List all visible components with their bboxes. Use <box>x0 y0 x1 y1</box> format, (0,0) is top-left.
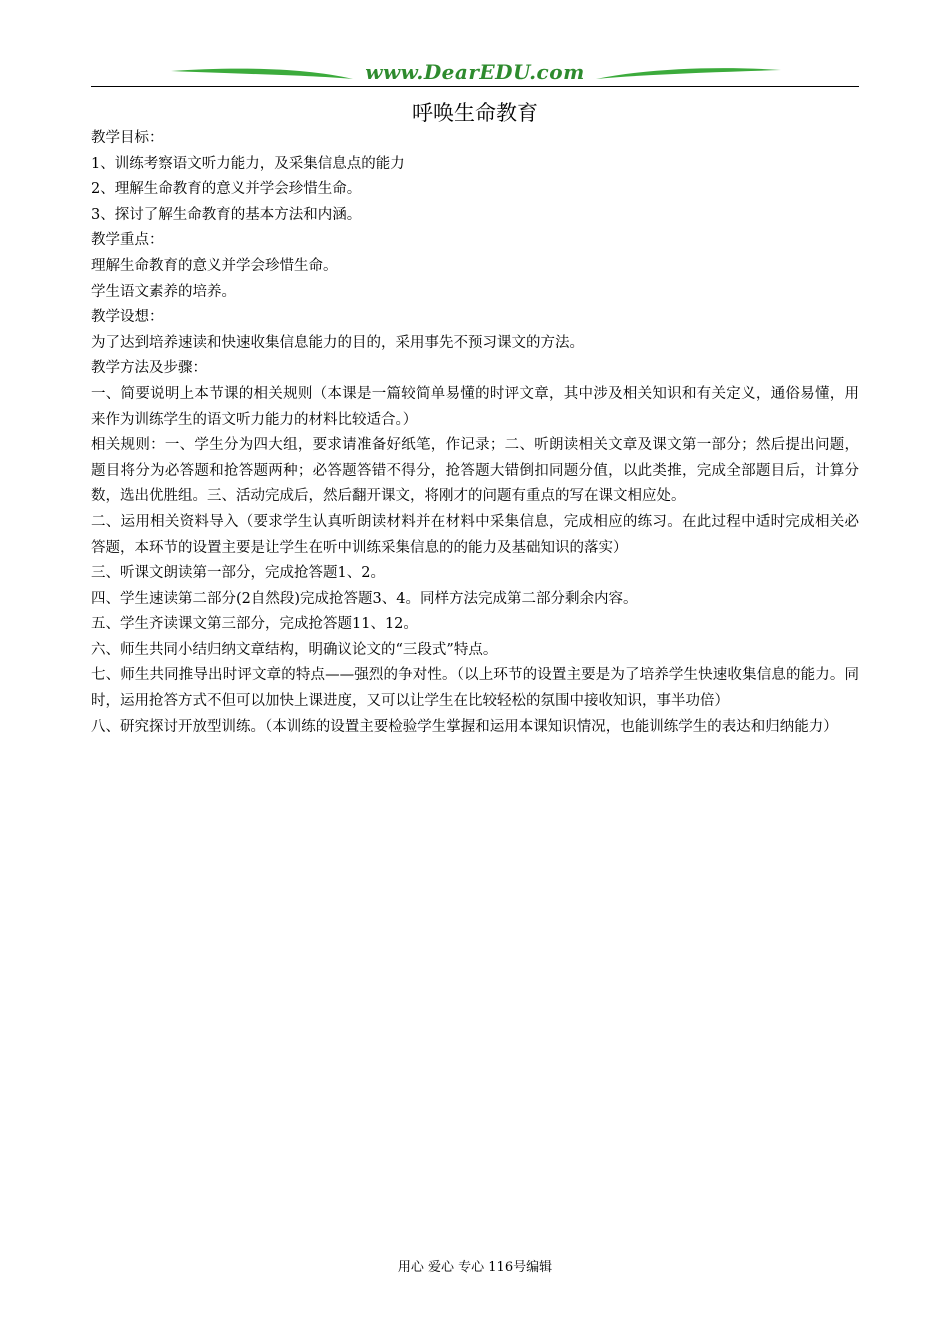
paragraph: 为了达到培养速读和快速收集信息能力的目的，采用事先不预习课文的方法。 <box>91 334 584 351</box>
paragraph: 七、师生共同推导出时评文章的特点——强烈的争对性。（以上环节的设置主要是为了培养学生快速收集信息的能力。同时，运用抢答方式不但可以加快上课进度，又可以让学生在比较轻松的氛围中接收知识，事半功倍） <box>91 667 859 710</box>
paragraph: 教学设想： <box>91 309 164 326</box>
paragraph: 教学方法及步骤： <box>91 360 207 377</box>
header-divider <box>91 86 859 87</box>
header-banner <box>91 58 859 88</box>
paragraph: 1、训练考察语文听力能力，及采集信息点的能力 <box>91 155 405 172</box>
page-title: 呼唤生命教育 <box>412 101 538 125</box>
paragraph: 教学重点： <box>91 232 164 249</box>
paragraph: 3、探讨了解生命教育的基本方法和内涵。 <box>91 206 362 223</box>
paragraph: 四、学生速读第二部分(2自然段)完成抢答题3、4。同样方法完成第二部分剩余内容。 <box>91 590 638 607</box>
paragraph: 相关规则：一、学生分为四大组，要求请准备好纸笔，作记录；二、听朗读相关文章及课文第一部分；然后提出问题，题目将分为必答题和抢答题两种；必答题答错不得分，抢答题大错倒扣同题分值，以此类推，完成全部题目后，计算分数，选出优胜组。三、活动完成后，然后翻开课文，将刚才的问题有重点的写在课文相应处。 <box>91 437 859 505</box>
site-logo-text: www.DearEDU.com <box>365 60 585 84</box>
paragraph: 教学目标： <box>91 130 164 146</box>
paragraph: 五、学生齐读课文第三部分，完成抢答题11、12。 <box>91 616 418 633</box>
paragraph: 二、运用相关资料导入（要求学生认真听朗读材料并在材料中采集信息，完成相应的练习。在此过程中适时完成相关必答题，本环节的设置主要是让学生在听中训练采集信息的的能力及基础知识的落实） <box>91 513 859 556</box>
paragraph: 理解生命教育的意义并学会珍惜生命。 <box>91 257 338 274</box>
document-body <box>91 126 859 740</box>
paragraph: 学生语文素养的培养。 <box>91 283 236 300</box>
paragraph: 三、听课文朗读第一部分，完成抢答题1、2。 <box>91 565 385 582</box>
page-footer: 用心 爱心 专心 116号编辑 <box>397 1260 553 1275</box>
paragraph: 八、研究探讨开放型训练。（本训练的设置主要检验学生掌握和运用本课知识情况，也能训练学生的表达和归纳能力） <box>91 718 838 735</box>
paragraph: 六、师生共同小结归纳文章结构，明确议论文的“三段式”特点。 <box>91 641 498 658</box>
paragraph: 一、简要说明上本节课的相关规则（本课是一篇较简单易懂的时评文章，其中涉及相关知识和有关定义，通俗易懂，用来作为训练学生的语文听力能力的材料比较适合。） <box>91 385 859 428</box>
paragraph: 2、理解生命教育的意义并学会珍惜生命。 <box>91 181 362 198</box>
